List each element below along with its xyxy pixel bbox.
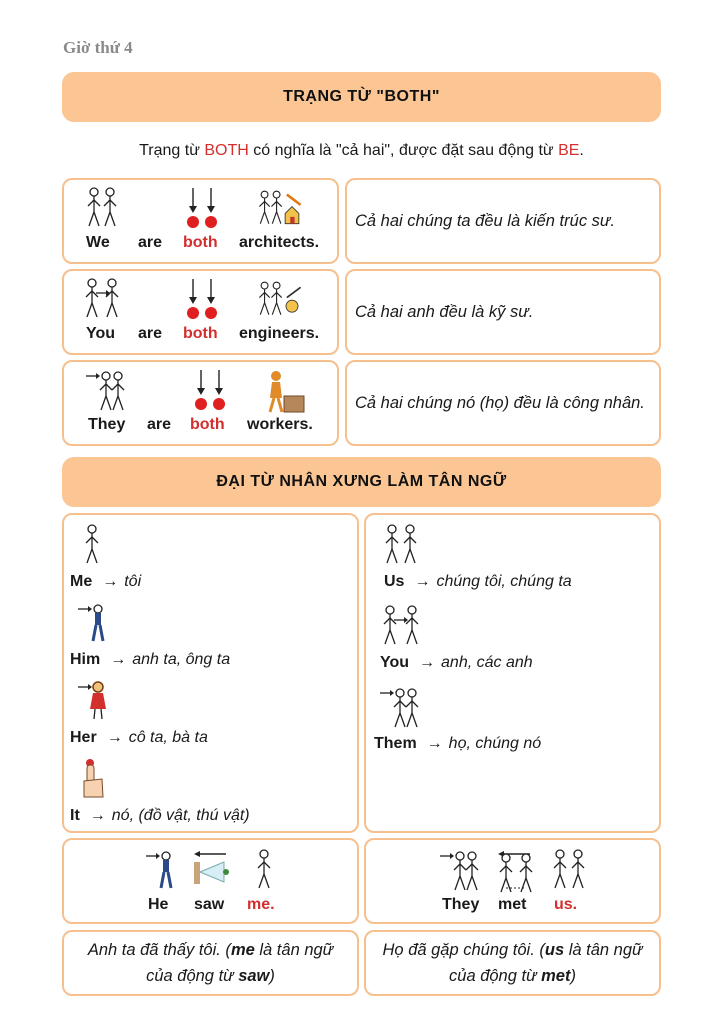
- pronoun-word: Me: [70, 573, 93, 590]
- note-emphasis: met: [541, 967, 571, 985]
- example-he-saw-me: [62, 838, 359, 924]
- pronoun-list-left: [62, 513, 359, 833]
- pointing-finger-icon: [76, 757, 122, 803]
- pronoun-meaning: anh, các anh: [441, 654, 533, 671]
- they-icon: [438, 848, 484, 894]
- arrow-icon: →: [106, 729, 123, 746]
- example-row-1-translation: [345, 178, 661, 264]
- word: He: [148, 896, 169, 913]
- pronoun-it: [70, 753, 351, 827]
- both-icon: [178, 186, 226, 234]
- word: are: [138, 234, 163, 251]
- pronoun-them: [372, 681, 653, 755]
- example-row-2-translation: [345, 269, 661, 355]
- word: are: [147, 416, 172, 433]
- woman-pointed-icon: [76, 679, 122, 725]
- he-icon: [144, 848, 190, 894]
- me-icon: [242, 848, 288, 894]
- arrow-icon: →: [89, 807, 106, 824]
- pronoun-list-right: [364, 513, 661, 833]
- word: They: [88, 416, 126, 433]
- pronoun-word: Her: [70, 729, 97, 746]
- word: We: [86, 234, 110, 251]
- note-part: là tân ngữ của động từ: [449, 941, 643, 985]
- section-title-object-pronouns: ĐẠI TỪ NHÂN XƯNG LÀM TÂN NGỮ: [62, 457, 661, 507]
- us-icon: [546, 848, 592, 894]
- word-object: us.: [554, 896, 578, 913]
- note-he-saw-me: [62, 930, 359, 996]
- word: workers.: [247, 416, 313, 433]
- pronoun-meaning: chúng tôi, chúng ta: [436, 573, 572, 590]
- translation-text: Cả hai chúng nó (họ) đều là công nhân.: [355, 393, 645, 412]
- word-both: both: [190, 416, 225, 433]
- workers-icon: [260, 368, 308, 416]
- example-row-1-symbols: [62, 178, 339, 264]
- arrow-icon: →: [102, 573, 119, 590]
- note-they-met-us: [364, 930, 661, 996]
- intro-part: có nghĩa là "cả hai", được đặt sau động từ: [248, 142, 559, 159]
- both-icon: [178, 277, 226, 325]
- word: architects.: [239, 234, 320, 251]
- word: They: [442, 896, 480, 913]
- we-icon: [78, 186, 126, 234]
- arrow-icon: →: [414, 573, 431, 590]
- saw-icon: [190, 848, 236, 894]
- pronoun-him: [70, 597, 351, 671]
- pronoun-meaning: tôi: [124, 573, 142, 590]
- example-row-3-translation: [345, 360, 661, 446]
- note-part: ): [570, 967, 576, 985]
- architects-icon: [256, 186, 304, 234]
- pronoun-word: Them: [374, 735, 417, 752]
- pronoun-word: It: [70, 807, 80, 824]
- note-part: Anh ta đã thấy tôi. (: [87, 941, 231, 959]
- lesson-label: Giờ thứ 4: [63, 38, 133, 57]
- pronoun-you: [372, 600, 653, 674]
- note-text: [74, 932, 347, 994]
- arrow-icon: →: [419, 654, 436, 671]
- note-emphasis: me: [230, 941, 255, 959]
- section-title-both: TRẠNG TỪ "BOTH": [62, 72, 661, 122]
- you-plural-icon: [78, 277, 126, 325]
- note-emphasis: saw: [238, 967, 270, 985]
- note-part: ): [269, 967, 275, 985]
- pronoun-us: [372, 519, 653, 593]
- pronoun-word: Us: [384, 573, 405, 590]
- note-part: Họ đã gặp chúng tôi. (: [382, 941, 545, 959]
- word: engineers.: [239, 325, 320, 342]
- word-both: both: [183, 234, 218, 251]
- engineers-icon: [256, 277, 304, 325]
- word: You: [86, 325, 116, 342]
- two-people-pointed-icon: [378, 604, 424, 650]
- pronoun-meaning: anh ta, ông ta: [132, 651, 231, 668]
- pronoun-meaning: cô ta, bà ta: [128, 729, 208, 746]
- single-person-icon: [76, 523, 122, 569]
- pronoun-meaning: họ, chúng nó: [448, 735, 542, 752]
- arrow-icon: →: [110, 651, 127, 668]
- group-pointed-icon: [378, 685, 424, 731]
- pronoun-me: [70, 519, 351, 593]
- man-pointed-icon: [76, 601, 122, 647]
- pronoun-meaning: nó, (đồ vật, thú vật): [111, 807, 250, 824]
- intro-keyword-be: BE: [558, 142, 580, 159]
- note-text: [376, 932, 649, 994]
- both-icon: [186, 368, 234, 416]
- intro-part: .: [579, 142, 584, 159]
- pronoun-word: You: [380, 654, 410, 671]
- word: met: [498, 896, 527, 913]
- word: saw: [194, 896, 225, 913]
- pronoun-her: [70, 675, 351, 749]
- note-part: là tân ngữ của động từ: [146, 941, 334, 985]
- intro-keyword-both: BOTH: [204, 142, 249, 159]
- translation-text: Cả hai anh đều là kỹ sư.: [355, 302, 534, 321]
- word-object: me.: [247, 896, 275, 913]
- word-both: both: [183, 325, 218, 342]
- translation-text: Cả hai chúng ta đều là kiến trúc sư.: [355, 211, 615, 230]
- note-emphasis: us: [544, 941, 565, 959]
- pronoun-word: Him: [70, 651, 101, 668]
- they-icon: [84, 368, 132, 416]
- example-row-2-symbols: [62, 269, 339, 355]
- met-icon: [494, 848, 540, 894]
- intro-text: [62, 142, 661, 160]
- word: are: [138, 325, 163, 342]
- example-they-met-us: [364, 838, 661, 924]
- intro-part: Trạng từ: [139, 142, 205, 159]
- arrow-icon: →: [426, 735, 443, 752]
- example-row-3-symbols: [62, 360, 339, 446]
- two-people-icon: [378, 523, 424, 569]
